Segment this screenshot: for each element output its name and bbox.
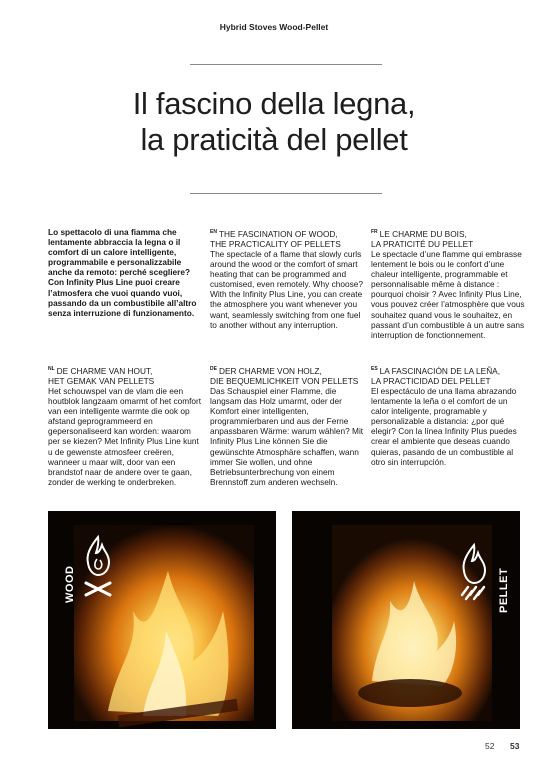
wood-label: WOOD bbox=[64, 565, 76, 603]
flame-pellets-icon bbox=[456, 541, 492, 601]
german-title-2: DIE BEQUEMLICHKEIT VON PELLETS bbox=[210, 375, 359, 386]
lang-code-en: EN bbox=[210, 229, 217, 235]
pellet-label: PELLET bbox=[498, 567, 510, 613]
dutch-body: Het schouwspel van de vlam die een houtblok langzaam omarmt of het comfort van een intelligente warmte die ook op afstand geprogrammeerd en gepersonaliseerd kan worden: waarom per se kiezen? Met Infinity Plus Line kunt u de gewenste atmosfeer creëren, wanneer u maar wilt, door van een brandstof naar de andere over te gaan, zonder de werking te onderbreken. bbox=[48, 385, 202, 487]
lang-code-es: ES bbox=[371, 366, 378, 372]
english-section bbox=[210, 227, 364, 330]
italian-intro bbox=[48, 227, 202, 318]
french-title-2: LA PRATICITÉ DU PELLET bbox=[371, 238, 474, 249]
spanish-section bbox=[371, 364, 525, 467]
dutch-title-1: $^{NL}$ DE CHARME VAN HOUT, bbox=[48, 365, 153, 376]
top-divider bbox=[190, 64, 382, 65]
lang-code-de: DE bbox=[210, 366, 217, 372]
french-body: Le spectacle d’une flamme qui embrasse lentement le bois ou le confort d’une chaleur intelligente, programmable et personnalisable même à distance : pourquoi choisir ? Avec Infinity Plus Line, vous pouvez créer l’atmosphère que vous souhaitez quand vous le souhaitez, en passant d’un combustible à un autre sans interruption de fonctionnement. bbox=[371, 248, 525, 340]
italian-intro-text: Lo spettacolo di una fiamma che lentamente abbraccia la legna o il comfort di un calore intelligente, programmabile e personalizzabile anche da remoto: perché scegliere? Con Infinity Plus Line puoi creare l’atmosfera che vuoi quando vuoi, passando da un combustibile all’altro senza interruzione di funzionamento. bbox=[48, 227, 197, 318]
german-body: Das Schauspiel einer Flamme, die langsam das Holz umarmt, oder der Komfort einer intelligenten, programmierbaren und aus der Ferne anpassbaren Wärme: warum wählen? Mit Infinity Plus Line können Sie die gewünschte Atmosphäre schaffen, wann immer Sie wollen, und ohne Betriebsunterbrechung von einem Brennstoff zum anderen wechseln. bbox=[210, 385, 364, 487]
spanish-body: El espectáculo de una llama abrazando lentamente la leña o el comfort de un calor inteligente, programable y personalizable a distancia: ¿por qué elegir? Con la línea Infinity Plus puedes crear el ambiente que deseas cuando quieras, pasando de un combustible al otro sin interrupción. bbox=[371, 385, 517, 467]
french-title-1: $^{FR}$ LE CHARME DU BOIS, bbox=[371, 228, 467, 239]
page-header: Hybrid Stoves Wood-Pellet bbox=[219, 22, 329, 32]
wood-fire-photo bbox=[48, 511, 276, 729]
english-body: The spectacle of a flame that slowly curls around the wood or the comfort of smart heating that can be programmed and customised, even remotely. Why choose? With the Infinity Plus Line, you can create the atmosphere you want whenever you want, seamlessly switching from one fuel to another without any interruption. bbox=[210, 248, 363, 330]
french-section bbox=[371, 227, 525, 340]
german-section bbox=[210, 364, 364, 487]
headline bbox=[0, 86, 548, 158]
headline-line-1: Il fascino della legna, bbox=[132, 86, 416, 121]
dutch-title-2: HET GEMAK VAN PELLETS bbox=[48, 375, 155, 386]
flame-crossed-logs-icon bbox=[80, 533, 116, 599]
pellet-fire-photo bbox=[292, 511, 520, 729]
english-title-2: THE PRACTICALITY OF PELLETS bbox=[210, 238, 341, 249]
bottom-divider bbox=[190, 193, 382, 194]
dutch-section bbox=[48, 364, 202, 487]
headline-line-2: la praticità del pellet bbox=[140, 122, 408, 157]
english-title-1: $^{EN}$ THE FASCINATION OF WOOD, bbox=[210, 228, 338, 239]
german-title-1: $^{DE}$ DER CHARME VON HOLZ, bbox=[210, 365, 322, 376]
spanish-title-2: LA PRACTICIDAD DEL PELLET bbox=[371, 375, 491, 386]
spanish-title-1: $^{ES}$ LA FASCINACIÓN DE LA LEÑA, bbox=[371, 365, 501, 376]
lang-code-fr: FR bbox=[371, 229, 378, 235]
page-number-left: 52 bbox=[485, 741, 495, 751]
page-number-right: 53 bbox=[510, 741, 520, 751]
lang-code-nl: NL bbox=[48, 366, 55, 372]
